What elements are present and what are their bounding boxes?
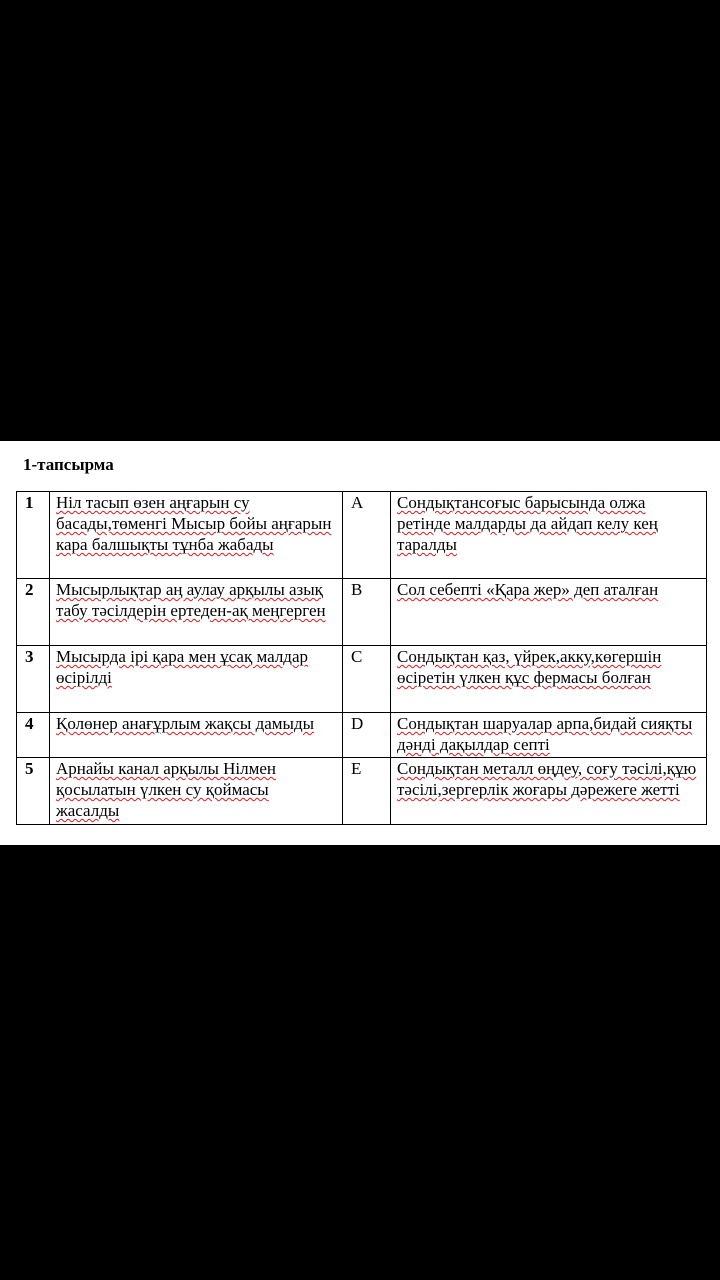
row-number: 2: [17, 579, 50, 646]
row-number: 5: [17, 758, 50, 825]
statement-cell: [50, 579, 343, 646]
answer-cell: [391, 758, 707, 825]
statement-text: Арнайы канал арқылы Нілмен қосылатын үлкен су қоймасы жасалды: [56, 759, 277, 820]
answer-letter: D: [343, 713, 391, 758]
statement-cell: [50, 646, 343, 713]
statement-text: Мысырлықтар аң аулау арқылы азық табу тәсілдерін ертеден-ақ меңгерген: [56, 580, 326, 620]
statement-text: Қолөнер анағұрлым жақсы дамыды: [56, 714, 315, 733]
document-image: [0, 441, 720, 845]
answer-text: Сондықтан қаз, үйрек,акку,көгершін өсіретін үлкен құс фермасы болған: [397, 647, 662, 687]
answer-letter: B: [343, 579, 391, 646]
table-row: [17, 758, 707, 825]
matching-table: [16, 491, 707, 825]
answer-letter: A: [343, 492, 391, 579]
statement-text: Ніл тасып өзен аңғарын су басады,төменгі Мысыр бойы аңғарын кара балшықты тұнба жабады: [56, 493, 332, 554]
table-row: [17, 579, 707, 646]
statement-cell: [50, 713, 343, 758]
answer-text: Сондықтансоғыс барысында олжа ретінде малдарды да айдап келу кең таралды: [397, 493, 658, 554]
answer-text: Сондықтан металл өңдеу, соғу тәсілі,құю тәсілі,зергерлік жоғары дәрежеге жетті: [397, 759, 697, 799]
answer-letter: C: [343, 646, 391, 713]
answer-letter: E: [343, 758, 391, 825]
statement-cell: [50, 758, 343, 825]
answer-cell: [391, 646, 707, 713]
task-title: 1-тапсырма: [23, 455, 114, 474]
row-number: 3: [17, 646, 50, 713]
table-row: [17, 713, 707, 758]
answer-text: Сондықтан шаруалар арпа,бидай сияқты дәнді дақылдар септі: [397, 714, 693, 754]
table-row: [17, 646, 707, 713]
answer-text: Сол себепті «Қара жер» деп аталған: [397, 580, 659, 599]
answer-cell: [391, 579, 707, 646]
row-number: 1: [17, 492, 50, 579]
statement-cell: [50, 492, 343, 579]
row-number: 4: [17, 713, 50, 758]
statement-text: Мысырда ірі қара мен ұсақ малдар өсірілді: [56, 647, 308, 687]
answer-cell: [391, 713, 707, 758]
table-row: [17, 492, 707, 579]
answer-cell: [391, 492, 707, 579]
